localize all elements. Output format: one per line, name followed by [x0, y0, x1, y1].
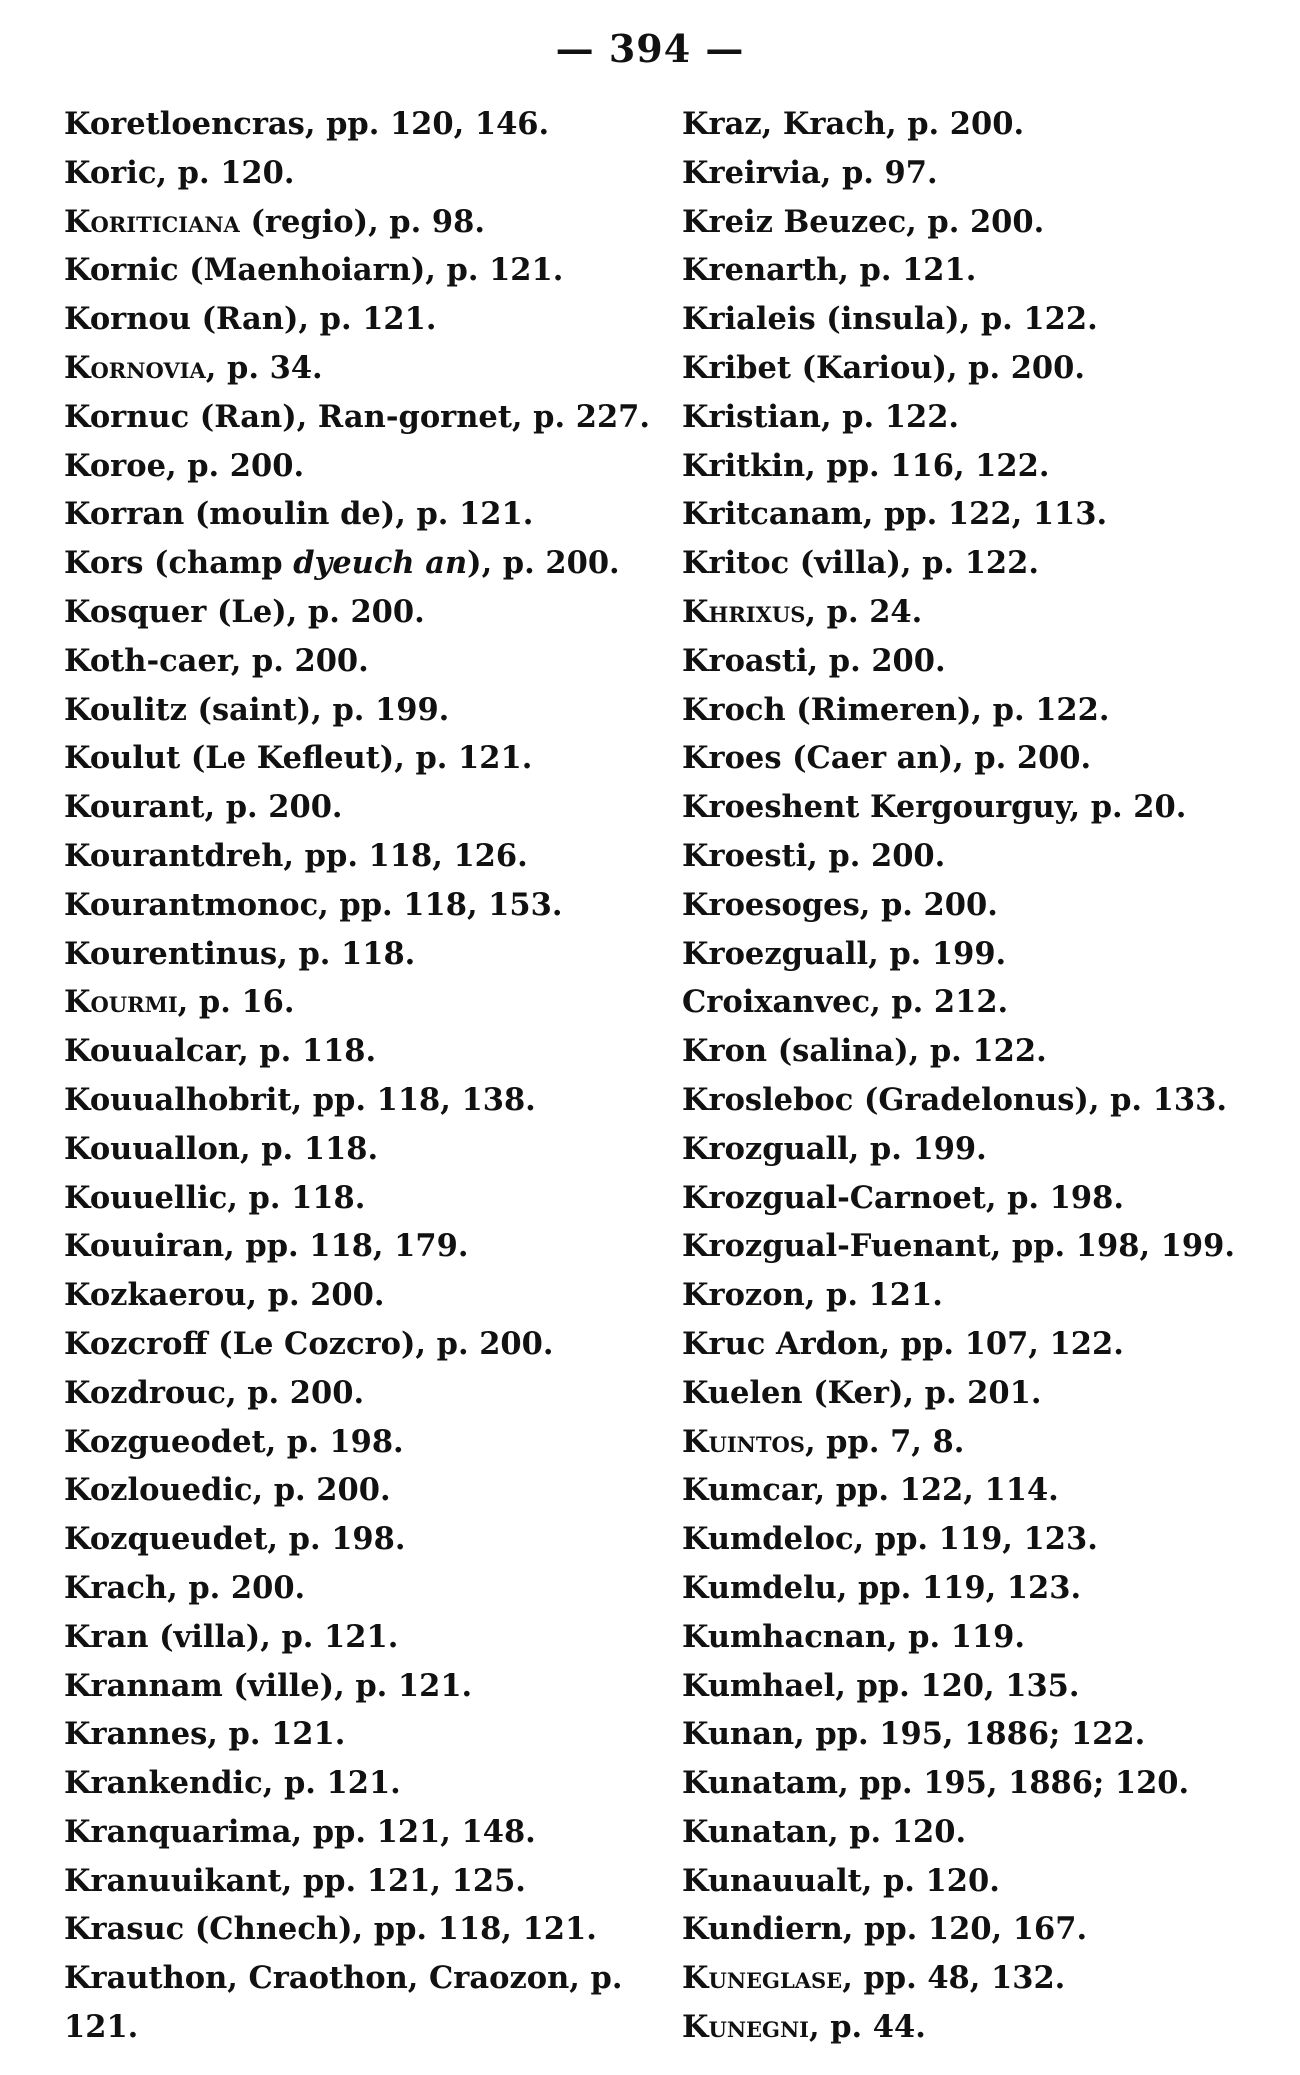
- entry-suffix: (regio), p. 98.: [239, 203, 485, 240]
- index-entry: Kranuuikant, pp. 121, 125.: [64, 1862, 526, 1899]
- index-entry: Kumcar, pp. 122, 114.: [682, 1472, 1059, 1509]
- index-entry: Koth-caer, p. 200.: [64, 642, 369, 679]
- index-entry: [682, 588, 1282, 637]
- entry-small-caps-term: Kuintos: [682, 1423, 805, 1460]
- index-entry: [682, 1954, 1282, 2003]
- entry-italic-term: dyeuch an: [293, 545, 468, 582]
- entry-suffix: , p. 34.: [205, 349, 323, 386]
- index-entry: Krenarth, p. 121.: [682, 252, 977, 289]
- index-entry: Kourantdreh, pp. 118, 126.: [64, 837, 528, 874]
- index-entry: Koulitz (saint), p. 199.: [64, 691, 450, 728]
- index-entry: Kunauualt, p. 120.: [682, 1862, 1000, 1899]
- index-entry: Krozguall, p. 199.: [682, 1130, 987, 1167]
- entry-suffix: , pp. 7, 8.: [804, 1423, 965, 1460]
- index-entry: Kosquer (Le), p. 200.: [64, 593, 425, 630]
- index-entry: Kornic (Maenhoiarn), p. 121.: [64, 252, 564, 289]
- index-entry: Krauthon, Craothon, Craozon, p. 121.: [64, 1960, 623, 2046]
- entry-small-caps-term: Kornovia: [64, 349, 206, 386]
- index-entry: Kroesoges, p. 200.: [682, 886, 998, 923]
- index-entry: Krozon, p. 121.: [682, 1277, 943, 1314]
- index-column-left: [64, 100, 654, 2052]
- index-entry: Kourentinus, p. 118.: [64, 935, 416, 972]
- index-entry: Kumdeloc, pp. 119, 123.: [682, 1521, 1098, 1558]
- entry-small-caps-term: Kourmi: [64, 984, 178, 1021]
- index-entry: Kroeshent Kergourguy, p. 20.: [682, 789, 1187, 826]
- index-entry: Koric, p. 120.: [64, 154, 295, 191]
- index-entry: Krosleboc (Gradelonus), p. 133.: [682, 1081, 1227, 1118]
- index-entry: Krannam (ville), p. 121.: [64, 1667, 473, 1704]
- index-entry: Krasuc (Chnech), pp. 118, 121.: [64, 1911, 597, 1948]
- index-entry: Krialeis (insula), p. 122.: [682, 301, 1098, 338]
- index-entry: Kouuellic, p. 118.: [64, 1179, 366, 1216]
- index-entry: Croixanvec, p. 212.: [682, 984, 1009, 1021]
- entry-suffix: , p. 16.: [177, 984, 295, 1021]
- index-entry: Kroesti, p. 200.: [682, 837, 946, 874]
- index-entry: Kristian, p. 122.: [682, 398, 960, 435]
- index-entry: Kozdrouc, p. 200.: [64, 1374, 365, 1411]
- page-number: — 394 —: [555, 26, 745, 71]
- entry-small-caps-term: Kuneglase: [682, 1960, 843, 1997]
- index-entry: Krach, p. 200.: [64, 1569, 306, 1606]
- index-entry: Kreiz Beuzec, p. 200.: [682, 203, 1045, 240]
- index-entry: Kouuiran, pp. 118, 179.: [64, 1228, 469, 1265]
- index-entry: Kritkin, pp. 116, 122.: [682, 447, 1050, 484]
- index-entry: Kouuallon, p. 118.: [64, 1130, 379, 1167]
- index-entry: [64, 344, 654, 393]
- entry-small-caps-term: Kunegni: [682, 2009, 809, 2046]
- index-entry: Kroch (Rimeren), p. 122.: [682, 691, 1110, 728]
- index-entry: Kundiern, pp. 120, 167.: [682, 1911, 1088, 1948]
- index-entry: Kouualhobrit, pp. 118, 138.: [64, 1081, 536, 1118]
- index-entry: Krozgual-Fuenant, pp. 198, 199.: [682, 1228, 1235, 1265]
- index-entry: Koulut (Le Kefleut), p. 121.: [64, 740, 533, 777]
- index-entry: [64, 198, 654, 247]
- entry-suffix: , p. 44.: [808, 2009, 926, 2046]
- entry-small-caps-term: Khrixus: [682, 593, 806, 630]
- index-entry: Kumdelu, pp. 119, 123.: [682, 1569, 1082, 1606]
- index-entry: Kourant, p. 200.: [64, 789, 343, 826]
- index-entry: [682, 1418, 1282, 1467]
- index-entry: [64, 539, 654, 588]
- index-entry: Kranquarima, pp. 121, 148.: [64, 1813, 536, 1850]
- index-entry: Kunatam, pp. 195, 1886; 120.: [682, 1765, 1190, 1802]
- index-entry: Kribet (Kariou), p. 200.: [682, 349, 1085, 386]
- index-entry: Koroe, p. 200.: [64, 447, 305, 484]
- index-entry: Kozgueodet, p. 198.: [64, 1423, 404, 1460]
- index-column-right: [682, 100, 1282, 2052]
- index-entry: Kroezguall, p. 199.: [682, 935, 1007, 972]
- index-entry: Kornuc (Ran), Ran-gornet, p. 227.: [64, 398, 651, 435]
- index-entry: Koretloencras, pp. 120, 146.: [64, 106, 550, 142]
- index-entry: Kritoc (villa), p. 122.: [682, 545, 1039, 582]
- index-entry: Kritcanam, pp. 122, 113.: [682, 496, 1108, 533]
- index-entry: Kumhacnan, p. 119.: [682, 1618, 1025, 1655]
- index-entry: Kuelen (Ker), p. 201.: [682, 1374, 1042, 1411]
- index-entry: [682, 2003, 1282, 2052]
- index-entry: Kozkaerou, p. 200.: [64, 1277, 385, 1314]
- index-entry: Kozqueudet, p. 198.: [64, 1521, 406, 1558]
- index-entry: Kumhael, pp. 120, 135.: [682, 1667, 1080, 1704]
- index-entry: Krankendic, p. 121.: [64, 1765, 401, 1802]
- index-entry: Kron (salina), p. 122.: [682, 1033, 1047, 1070]
- index-entry: Kunatan, p. 120.: [682, 1813, 967, 1850]
- index-entry: Kran (villa), p. 121.: [64, 1618, 399, 1655]
- index-entry: Kozlouedic, p. 200.: [64, 1472, 391, 1509]
- index-entry: Kruc Ardon, pp. 107, 122.: [682, 1325, 1124, 1362]
- index-entry: Kroes (Caer an), p. 200.: [682, 740, 1092, 777]
- index-entry: Krozgual-Carnoet, p. 198.: [682, 1179, 1124, 1216]
- index-entry: Kunan, pp. 195, 1886; 122.: [682, 1716, 1146, 1753]
- entry-suffix: , p. 24.: [805, 593, 923, 630]
- entry-prefix: Kors (champ: [64, 545, 294, 582]
- index-entry: Kreirvia, p. 97.: [682, 154, 938, 191]
- index-entry: [64, 978, 654, 1027]
- index-entry: Kourantmonoc, pp. 118, 153.: [64, 886, 563, 923]
- index-entry: Krannes, p. 121.: [64, 1716, 346, 1753]
- index-entry: Kozcroff (Le Cozcro), p. 200.: [64, 1325, 554, 1362]
- entry-suffix: , pp. 48, 132.: [842, 1960, 1066, 1997]
- entry-suffix: ), p. 200.: [467, 545, 620, 582]
- index-entry: Kornou (Ran), p. 121.: [64, 301, 437, 338]
- entry-small-caps-term: Koriticiana: [64, 203, 240, 240]
- index-entry: Korran (moulin de), p. 121.: [64, 496, 534, 533]
- index-entry: Kouualcar, p. 118.: [64, 1033, 377, 1070]
- index-entry: Kraz, Krach, p. 200.: [682, 106, 1025, 142]
- index-entry: Kroasti, p. 200.: [682, 642, 946, 679]
